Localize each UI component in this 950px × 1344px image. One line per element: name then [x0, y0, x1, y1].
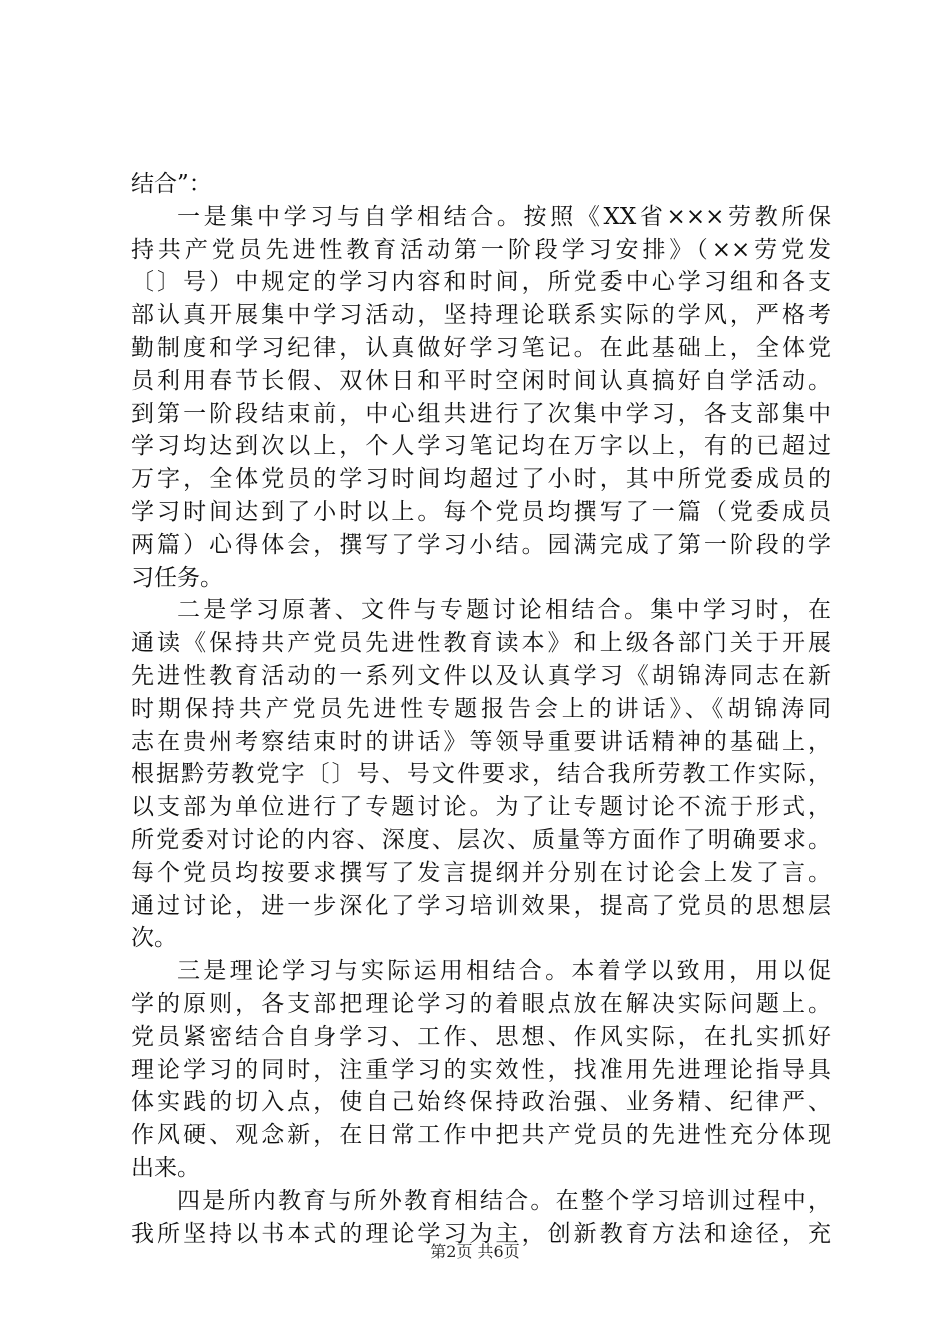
text-line: 根据黔劳教党字〔〕号、号文件要求，结合我所劳教工作实际， [131, 761, 831, 788]
text-line: 先进性教育活动的一系列文件以及认真学习《胡锦涛同志在新 [131, 662, 831, 689]
text-line: 学的原则，各支部把理论学习的着眼点放在解决实际问题上。 [131, 990, 831, 1017]
text-line: 学习时间达到了小时以上。每个党员均撰写了一篇（党委成员 [131, 498, 831, 525]
document-body [131, 168, 831, 1250]
paragraph-first-line: 三是理论学习与实际运用相结合。本着学以致用，用以促 [177, 958, 831, 985]
text-line: 两篇）心得体会，撰写了学习小结。园满完成了第一阶段的学 [131, 531, 831, 558]
page-footer [0, 1242, 950, 1262]
text-line: 〔〕号）中规定的学习内容和时间，所党委中心学习组和各支 [131, 269, 831, 296]
text-line: 出来。 [131, 1154, 200, 1181]
paragraph-first-line: 二是学习原著、文件与专题讨论相结合。集中学习时，在 [177, 597, 831, 624]
text-line: 习任务。 [131, 564, 223, 591]
text-line: 时期保持共产党员先进性专题报告会上的讲话》、《胡锦涛同 [131, 695, 831, 722]
text-line: 体实践的切入点，使自己始终保持政治强、业务精、纪律严、 [131, 1089, 831, 1116]
text-line: 理论学习的同时，注重学习的实效性，找准用先进理论指导具 [131, 1056, 831, 1083]
text-line: 部认真开展集中学习活动，坚持理论联系实际的学风，严格考 [131, 302, 831, 329]
text-line: 结合”： [131, 171, 212, 197]
text-line: 通过讨论，进一步深化了学习培训效果，提高了党员的思想层 [131, 892, 831, 919]
paragraph-first-line: 一是集中学习与自学相结合。按照《XX省×××劳教所保 [177, 203, 831, 230]
text-line: 次。 [131, 925, 177, 952]
text-line: 万字，全体党员的学习时间均超过了小时，其中所党委成员的 [131, 466, 831, 493]
text-line: 到第一阶段结束前，中心组共进行了次集中学习，各支部集中 [131, 400, 831, 427]
text-line: 党员紧密结合自身学习、工作、思想、作风实际，在扎实抓好 [131, 1023, 831, 1050]
text-line: 所党委对讨论的内容、深度、层次、质量等方面作了明确要求。 [131, 826, 831, 853]
text-line: 以支部为单位进行了专题讨论。为了让专题讨论不流于形式， [131, 794, 831, 821]
text-line: 每个党员均按要求撰写了发言提纲并分别在讨论会上发了言。 [131, 859, 831, 886]
text-line: 勤制度和学习纪律，认真做好学习笔记。在此基础上，全体党 [131, 334, 831, 361]
paragraph-first-line: 四是所内教育与所外教育相结合。在整个学习培训过程中， [177, 1187, 831, 1214]
text-line: 作风硬、观念新，在日常工作中把共产党员的先进性充分体现 [131, 1122, 831, 1149]
page-number-label: 第2页 共6页 [430, 1242, 520, 1261]
text-line: 通读《保持共产党员先进性教育读本》和上级各部门关于开展 [131, 630, 831, 657]
text-line: 我所坚持以书本式的理论学习为主，创新教育方法和途径，充 [131, 1220, 831, 1247]
text-line: 志在贵州考察结束时的讲话》等领导重要讲话精神的基础上， [131, 728, 831, 755]
text-line: 学习均达到次以上，个人学习笔记均在万字以上，有的已超过 [131, 433, 831, 460]
text-line: 持共产党员先进性教育活动第一阶段学习安排》（××劳党发 [131, 236, 831, 263]
text-line: 员利用春节长假、双休日和平时空闲时间认真搞好自学活动。 [131, 367, 831, 394]
